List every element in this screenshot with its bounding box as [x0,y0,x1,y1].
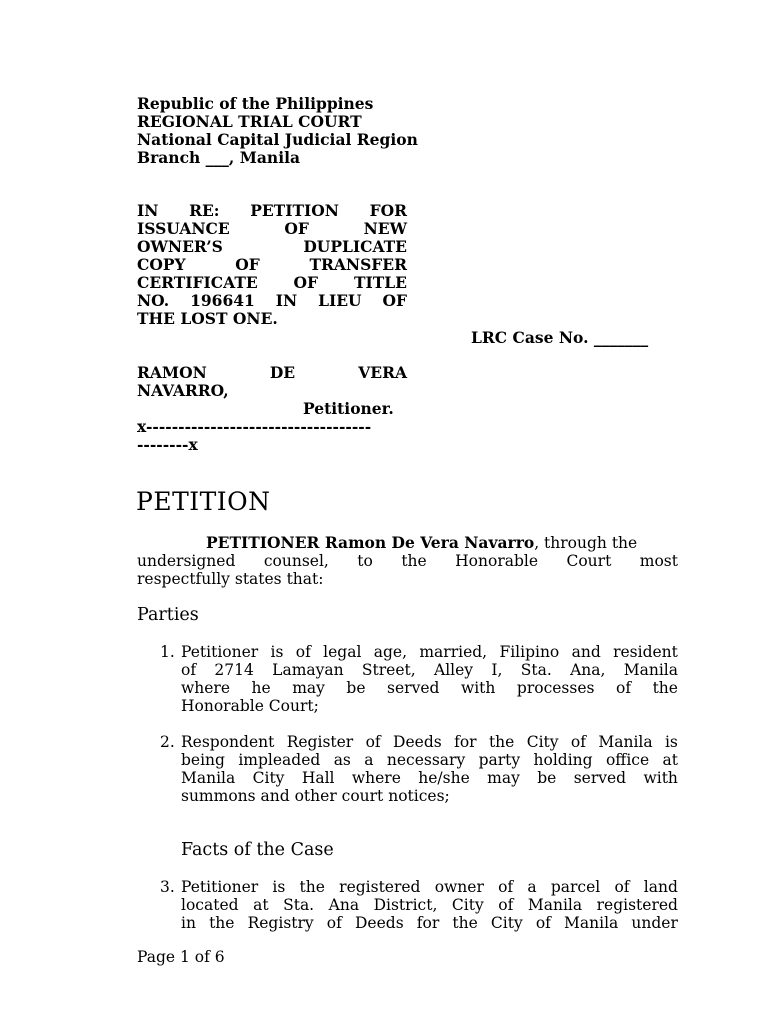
caption-word: PETITION [250,201,339,220]
item-line: summons and other court notices; [181,787,450,805]
party-word: RAMON [137,363,207,382]
item-word: served [573,769,627,787]
item-word: resident [613,643,678,661]
item-word: registered [596,896,678,914]
intro-paragraph [137,534,678,588]
header-branch: Branch ___, Manila [137,148,301,167]
item-word: City [490,914,523,932]
list-item [181,733,678,805]
list-item [181,643,678,715]
item-word: of [570,733,586,751]
section-heading-facts: Facts of the Case [181,840,334,860]
caption-word: 196641 [190,291,255,310]
item-word: necessary [386,751,466,769]
caption-row [137,274,407,292]
item-word: he/she [418,769,470,787]
intro-line [137,534,678,552]
item-word: of [365,733,381,751]
item-word: the [299,878,325,896]
caption-word: DUPLICATE [303,237,407,256]
item-word: for [454,733,477,751]
caption-word: FOR [369,201,407,220]
intro-lead: PETITIONER [206,533,325,552]
item-word: Deeds [393,733,442,751]
item-word: being [181,751,225,769]
item-word: the [488,733,515,751]
item-word: office [605,751,650,769]
item-word: be [346,679,366,697]
item-word: legal [323,643,362,661]
item-word: Manila [598,733,653,751]
item-word: of [498,878,514,896]
item-word: registered [339,878,421,896]
item-word: Manila [564,914,619,932]
item-word: Deeds [355,914,404,932]
caption-row [137,310,407,328]
item-word: where [351,769,401,787]
intro-line [137,552,678,570]
item-word: Alley [434,661,474,679]
page-number: Page 1 of 6 [137,948,225,966]
caption-row [137,238,407,256]
item-line [181,896,678,914]
caption-word: OWNER’S [137,237,223,256]
intro-word: Honorable [455,552,539,570]
item-word: of [498,896,514,914]
item-word: of [615,679,632,697]
item-word: Sta. [283,896,315,914]
item-word: processes [516,679,595,697]
caption-word: THE LOST ONE. [137,309,278,328]
caption-row [137,292,407,310]
item-word: of [181,661,197,679]
item-line [181,914,678,932]
petitioner-label: Petitioner. [303,399,394,418]
caption-word: LIEU [318,291,362,310]
item-word: Sta. [520,661,552,679]
item-word: may [292,679,325,697]
item-word: party [478,751,521,769]
item-word: is [664,733,678,751]
item-word: Respondent [181,733,275,751]
item-word: of [326,914,342,932]
item-word: a [527,878,537,896]
item-word: married, [419,643,488,661]
item-word: be [537,769,557,787]
item-word: is [270,643,284,661]
caption-word: IN [275,291,298,310]
item-word: the [652,679,678,697]
item-word: may [487,769,520,787]
caption-word: NO. [137,291,170,310]
item-word: at [662,751,678,769]
item-word: Manila [623,661,678,679]
item-word: a [364,751,374,769]
header-republic: Republic of the Philippines [137,94,374,113]
court-header [137,95,418,167]
item-word: as [333,751,351,769]
item-number: 1. [160,643,175,661]
item-word: in [181,914,196,932]
item-word: of [614,878,630,896]
item-word: owner [434,878,484,896]
document-title: PETITION [136,487,271,516]
intro-word: counsel, [263,552,329,570]
intro-word: most [639,552,678,570]
item-line [181,679,678,697]
party-word: DE [269,363,296,382]
party-name [137,364,407,400]
case-caption [137,202,407,328]
caption-divider: x----------------------------------- [137,417,372,436]
section-heading-parties: Parties [137,605,199,625]
item-word: Ana, [570,661,606,679]
item-line [181,751,678,769]
item-word: City [451,896,484,914]
caption-word: NEW [363,219,407,238]
item-word: parcel [550,878,601,896]
item-word: the [452,914,478,932]
intro-line: respectfully states that: [137,570,324,588]
item-word: is [272,878,286,896]
item-word: with [460,679,496,697]
item-word: with [643,769,678,787]
item-word: he [251,679,271,697]
item-word: of [535,914,551,932]
caption-word: TRANSFER [309,255,407,274]
header-region: National Capital Judicial Region [137,130,418,149]
item-line [181,769,678,787]
item-word: Petitioner [181,643,259,661]
caption-word: IN [137,201,159,220]
item-word: land [643,878,678,896]
caption-word: OF [293,273,319,292]
intro-text: , through the [534,534,638,552]
item-word: Hall [301,769,335,787]
item-line [181,643,678,661]
item-word: Lamayan [272,661,344,679]
item-word: Ana [328,896,360,914]
item-word: Filipino [499,643,560,661]
header-court: REGIONAL TRIAL COURT [137,112,362,131]
caption-word: ISSUANCE [137,219,230,238]
list-item [181,878,678,932]
caption-word: OF [382,291,407,310]
caption-word: CERTIFICATE [137,273,258,292]
intro-word: to [357,552,373,570]
item-word: under [631,914,678,932]
caption-word: OF [284,219,309,238]
intro-word: Court [566,552,612,570]
item-word: City [526,733,559,751]
item-word: City [252,769,285,787]
party-row [137,364,407,382]
caption-row [137,202,407,220]
item-word: the [209,914,235,932]
item-word: for [416,914,440,932]
item-word: and [571,643,601,661]
item-word: served [387,679,440,697]
item-word: I, [491,661,503,679]
intro-word: the [401,552,427,570]
item-line: Honorable Court; [181,697,319,715]
intro-word: undersigned [137,552,236,570]
item-word: Registry [247,914,314,932]
party-word: VERA [358,363,407,382]
party-row [137,382,407,400]
item-word: Petitioner [181,878,259,896]
item-word: Manila [181,769,236,787]
item-word: of [295,643,311,661]
petitioner-name: Ramon De Vera Navarro [324,533,535,552]
caption-row [137,220,407,238]
lrc-case-number: LRC Case No. _______ [471,328,649,347]
caption-row [137,256,407,274]
item-word: District, [373,896,438,914]
item-word: at [253,896,269,914]
party-word: NAVARRO, [137,381,229,400]
item-word: 2714 [214,661,254,679]
item-word: impleaded [238,751,321,769]
item-word: Register [286,733,354,751]
caption-word: TITLE [353,273,407,292]
caption-word: RE: [189,201,220,220]
caption-word: OF [235,255,260,274]
item-word: age, [373,643,408,661]
item-line [181,661,678,679]
item-number: 3. [160,878,175,896]
caption-word: COPY [137,255,186,274]
item-word: holding [533,751,593,769]
caption-divider-end: --------x [137,435,198,454]
item-number: 2. [160,733,175,751]
item-word: Manila [527,896,583,914]
item-word: Street, [361,661,416,679]
item-word: where [181,679,231,697]
item-word: located [181,896,239,914]
item-line [181,733,678,751]
item-line [181,878,678,896]
